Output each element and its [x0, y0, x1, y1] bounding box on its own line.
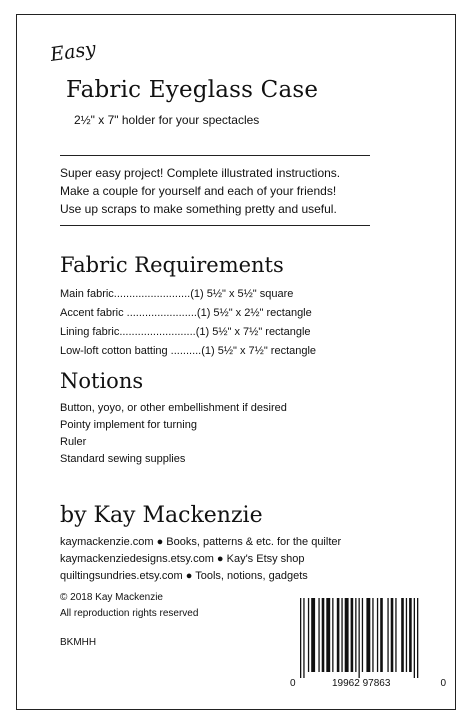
notion-item: Pointy implement for turning	[60, 419, 197, 431]
barcode-bar	[409, 598, 412, 672]
barcode-bar	[362, 598, 363, 672]
author-byline: by Kay Mackenzie	[60, 503, 263, 528]
barcode	[290, 598, 446, 689]
barcode-right-digit: 0	[440, 678, 446, 689]
barcode-number	[290, 678, 446, 690]
barcode-bar	[332, 598, 333, 672]
barcode-bar	[372, 598, 373, 672]
intro-line: Super easy project! Complete illustrated instructions.	[60, 166, 341, 180]
product-code: BKMHH	[60, 637, 97, 648]
fabric-item: Lining fabric.........................(1) 5½" x 7½" rectangle	[60, 326, 311, 338]
copyright-line: © 2018 Kay Mackenzie	[60, 592, 163, 603]
barcode-bar	[401, 598, 404, 672]
fabric-item: Accent fabric .......................(1) 5½" x 2½" rectangle	[60, 307, 312, 319]
barcode-bars	[290, 598, 446, 678]
fabric-requirements-heading: Fabric Requirements	[60, 253, 284, 277]
author-links	[60, 534, 341, 585]
fabric-item: Low-loft cotton batting ..........(1) 5½" x 7½" rectangle	[60, 345, 317, 357]
intro-text	[60, 164, 340, 218]
author-link-line: kaymackenziedesigns.etsy.com ● Kay's Etsy shop	[60, 553, 305, 565]
barcode-bar	[387, 598, 388, 672]
barcode-bar	[417, 598, 418, 678]
barcode-bar	[366, 598, 370, 672]
barcode-bar	[351, 598, 354, 672]
barcode-bar	[318, 598, 319, 672]
barcode-bar	[303, 598, 304, 678]
barcode-bar	[322, 598, 325, 672]
notion-item: Button, yoyo, or other embellishment if desired	[60, 402, 287, 414]
barcode-bar	[391, 598, 394, 672]
copyright-line: All reproduction rights reserved	[60, 608, 199, 619]
barcode-bar	[341, 598, 342, 672]
notions-list	[60, 400, 287, 468]
barcode-bar	[406, 598, 407, 672]
author-link-line: kaymackenzie.com ● Books, patterns & etc. for the quilter	[60, 536, 342, 548]
barcode-bar	[395, 598, 396, 672]
fabric-item: Main fabric.........................(1) 5½" x 5½" square	[60, 288, 294, 300]
barcode-bar	[414, 598, 415, 678]
barcode-bar	[359, 598, 360, 678]
fabric-requirements-list	[60, 285, 316, 361]
barcode-bar	[326, 598, 330, 672]
barcode-bar	[345, 598, 349, 672]
barcode-bar	[355, 598, 356, 672]
notions-heading: Notions	[60, 369, 144, 393]
divider-bottom	[60, 225, 370, 226]
barcode-middle-digits: 19962 97863	[332, 678, 391, 689]
copyright	[60, 590, 198, 622]
page-title: Fabric Eyeglass Case	[66, 77, 319, 103]
barcode-bar	[300, 598, 301, 678]
intro-line: Make a couple for yourself and each of your friends!	[60, 184, 337, 198]
divider-top	[60, 155, 370, 156]
author-link-line: quiltingsundries.etsy.com ● Tools, notions, gadgets	[60, 570, 308, 582]
barcode-bar	[337, 598, 340, 672]
intro-line: Use up scraps to make something pretty and useful.	[60, 202, 337, 216]
notion-item: Ruler	[60, 436, 87, 448]
easy-script: Easy	[48, 37, 98, 66]
barcode-left-digit: 0	[290, 678, 296, 689]
barcode-bar	[380, 598, 383, 672]
barcode-bar	[377, 598, 378, 672]
notion-item: Standard sewing supplies	[60, 453, 186, 465]
barcode-bar	[308, 598, 309, 672]
page-subtitle: 2½" x 7" holder for your spectacles	[74, 113, 260, 127]
barcode-bar	[311, 598, 315, 672]
